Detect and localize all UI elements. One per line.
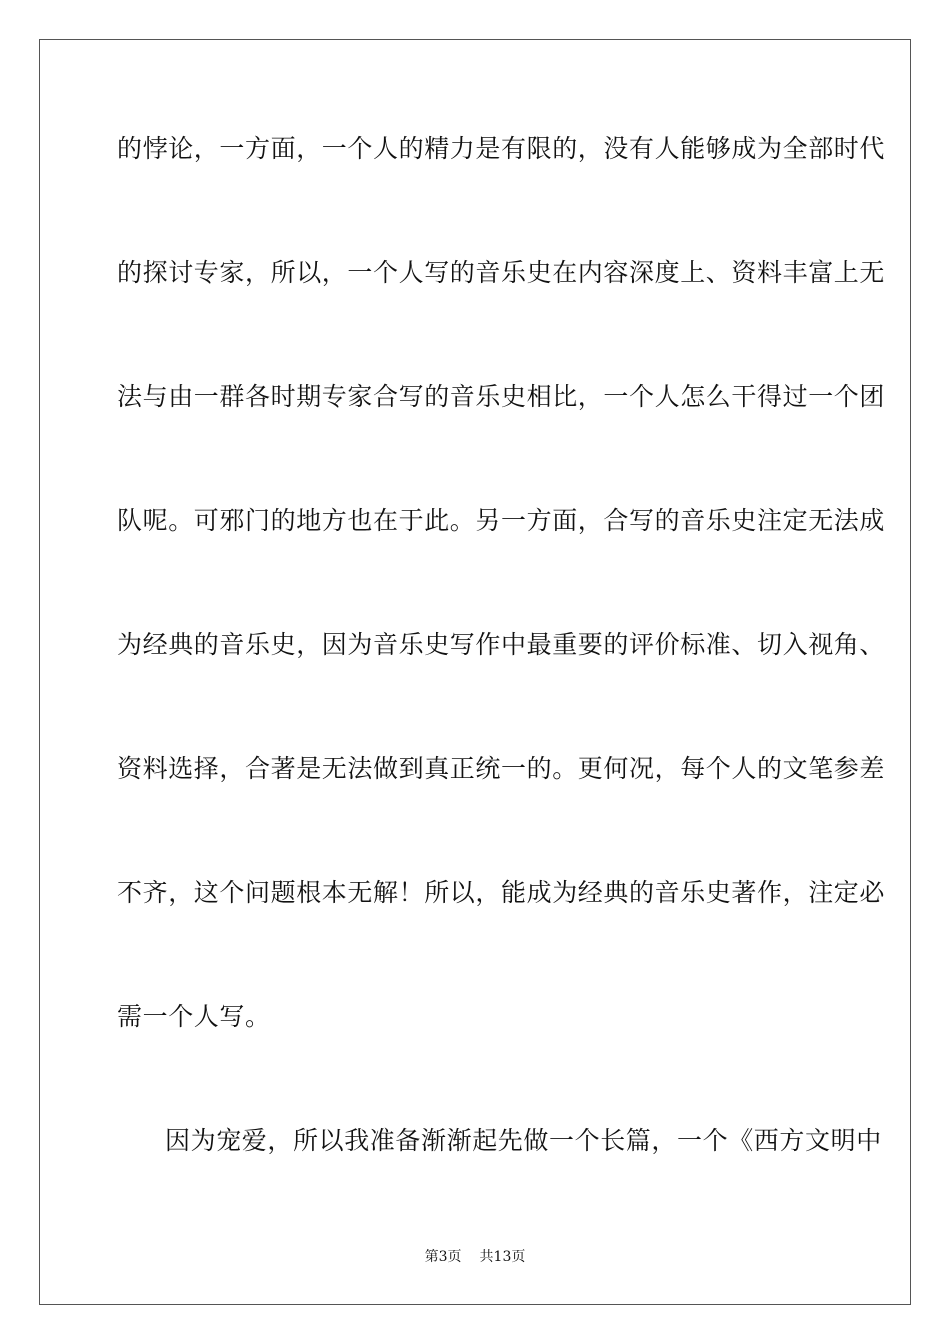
paragraph-line: 不齐，这个问题根本无解！所以，能成为经典的音乐史著作，注定必	[117, 878, 886, 907]
paragraph-line: 为经典的音乐史，因为音乐史写作中最重要的评价标准、切入视角、	[117, 630, 886, 659]
page-footer	[0, 1248, 950, 1266]
total-pages: 共13页	[479, 1249, 526, 1265]
page-number: 第3页	[424, 1249, 462, 1265]
page-border	[39, 39, 911, 1305]
paragraph-first-line: 因为宠爱，所以我准备渐渐起先做一个长篇，一个《西方文明中	[165, 1126, 882, 1155]
paragraph-line: 的悖论，一方面，一个人的精力是有限的，没有人能够成为全部时代	[117, 134, 886, 163]
paragraph-line: 需一个人写。	[117, 1002, 271, 1031]
paragraph-line: 资料选择，合著是无法做到真正统一的。更何况，每个人的文笔参差	[117, 754, 886, 783]
paragraph-line: 的探讨专家，所以，一个人写的音乐史在内容深度上、资料丰富上无	[117, 258, 886, 287]
paragraph-line: 队呢。可邪门的地方也在于此。另一方面，合写的音乐史注定无法成	[117, 506, 886, 535]
paragraph-line: 法与由一群各时期专家合写的音乐史相比，一个人怎么干得过一个团	[117, 382, 886, 411]
